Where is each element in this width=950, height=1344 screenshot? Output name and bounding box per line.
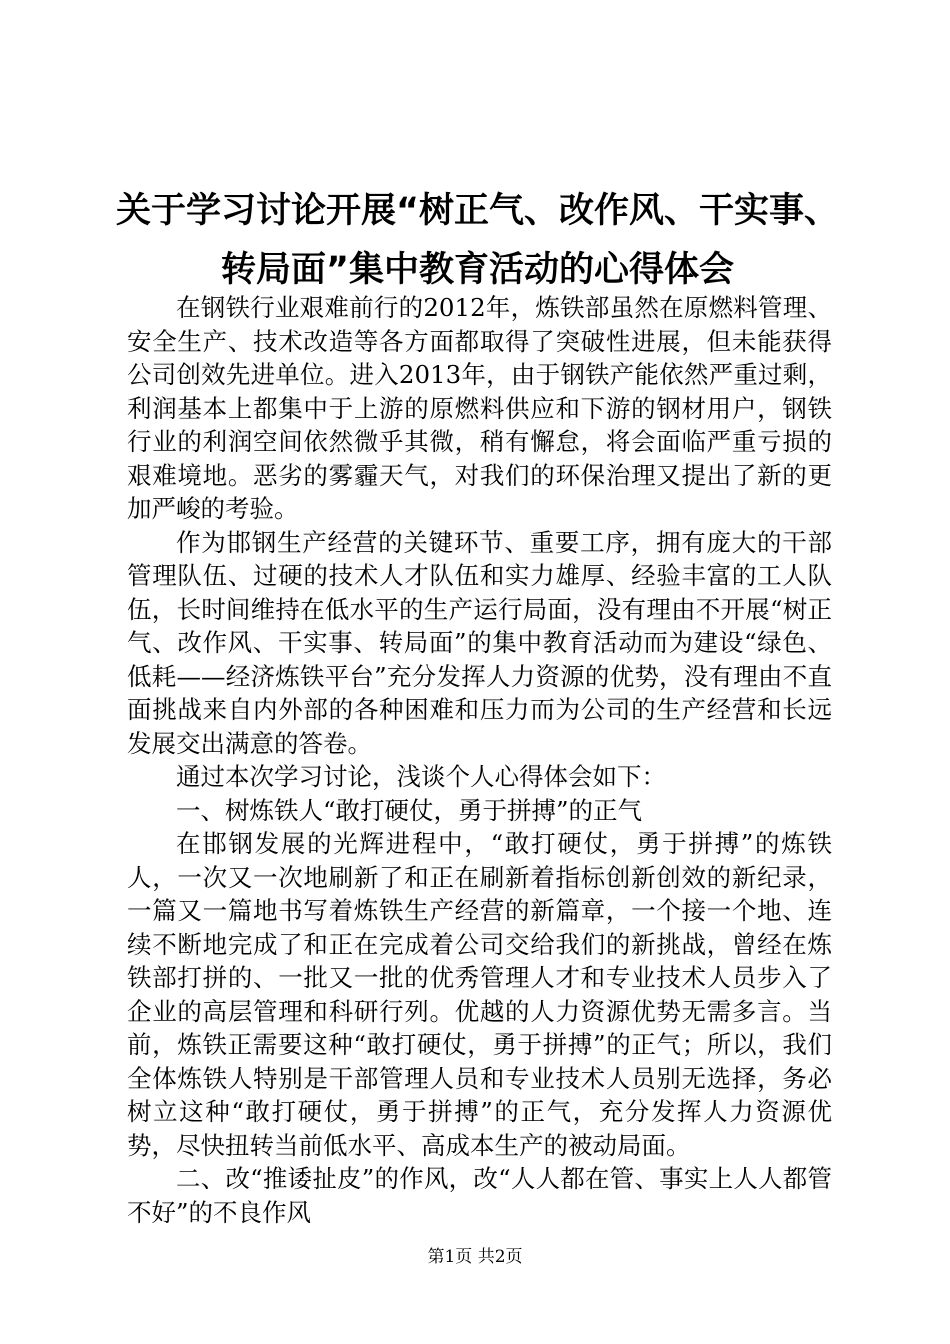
document-title-line-2: 转局面”集中教育活动的心得体会 xyxy=(220,250,734,290)
paragraph-lead-in: 通过本次学习讨论，浅谈个人心得体会如下： xyxy=(176,762,666,791)
section-heading-1: 一、树炼铁人“敢打硬仗，勇于拼搏”的正气 xyxy=(176,795,643,825)
paragraph-section-1: 在邯钢发展的光辉进程中，“敢打硬仗，勇于拼搏”的炼铁人，一次又一次地刷新了和正在刷新着指标创新创效的新纪录，一篇又一篇地书写着炼铁生产经营的新篇章，一个接一个地、连续不断地完成了和正在完成着公司交给我们的新挑战，曾经在炼铁部打拼的、一批又一批的优秀管理人才和专业技术人员步入了企业的高层管理和科研行列。优越的人力资源优势无需多言。当前，炼铁正需要这种“敢打硬仗，勇于拼搏”的正气；所以，我们全体炼铁人特别是干部管理人员和专业技术人员别无选择，务必树立这种“敢打硬仗，勇于拼搏”的正气，充分发挥人力资源优势，尽快扭转当前低水平、高成本生产的被动局面。 xyxy=(127,829,832,1160)
paragraph-background: 作为邯钢生产经营的关键环节、重要工序，拥有庞大的干部管理队伍、过硬的技术人才队伍和实力雄厚、经验丰富的工人队伍，长时间维持在低水平的生产运行局面，没有理由不开展“树正气、改作风、干实事、转局面”的集中教育活动而为建设“绿色、低耗——经济炼铁平台”充分发挥人力资源的优势，没有理由不直面挑战来自内外部的各种困难和压力而为公司的生产经营和长远发展交出满意的答卷。 xyxy=(127,527,832,758)
paragraph-intro: 在钢铁行业艰难前行的2012年，炼铁部虽然在原燃料管理、安全生产、技术改造等各方面都取得了突破性进展，但未能获得公司创效先进单位。进入2013年，由于钢铁产能依然严重过剩，利润基本上都集中于上游的原燃料供应和下游的钢材用户，钢铁行业的利润空间依然微乎其微，稍有懈怠，将会面临严重亏损的艰难境地。恶劣的雾霾天气，对我们的环保治理又提出了新的更加严峻的考验。 xyxy=(127,293,832,523)
section-heading-2: 二、改“推诿扯皮”的作风，改“人人都在管、事实上人人都管不好”的不良作风 xyxy=(127,1164,832,1227)
document-body xyxy=(127,291,832,1229)
document-title-line-1: 关于学习讨论开展“树正气、改作风、干实事、 xyxy=(115,191,839,231)
page-footer: 第1页 共2页 xyxy=(427,1247,523,1267)
